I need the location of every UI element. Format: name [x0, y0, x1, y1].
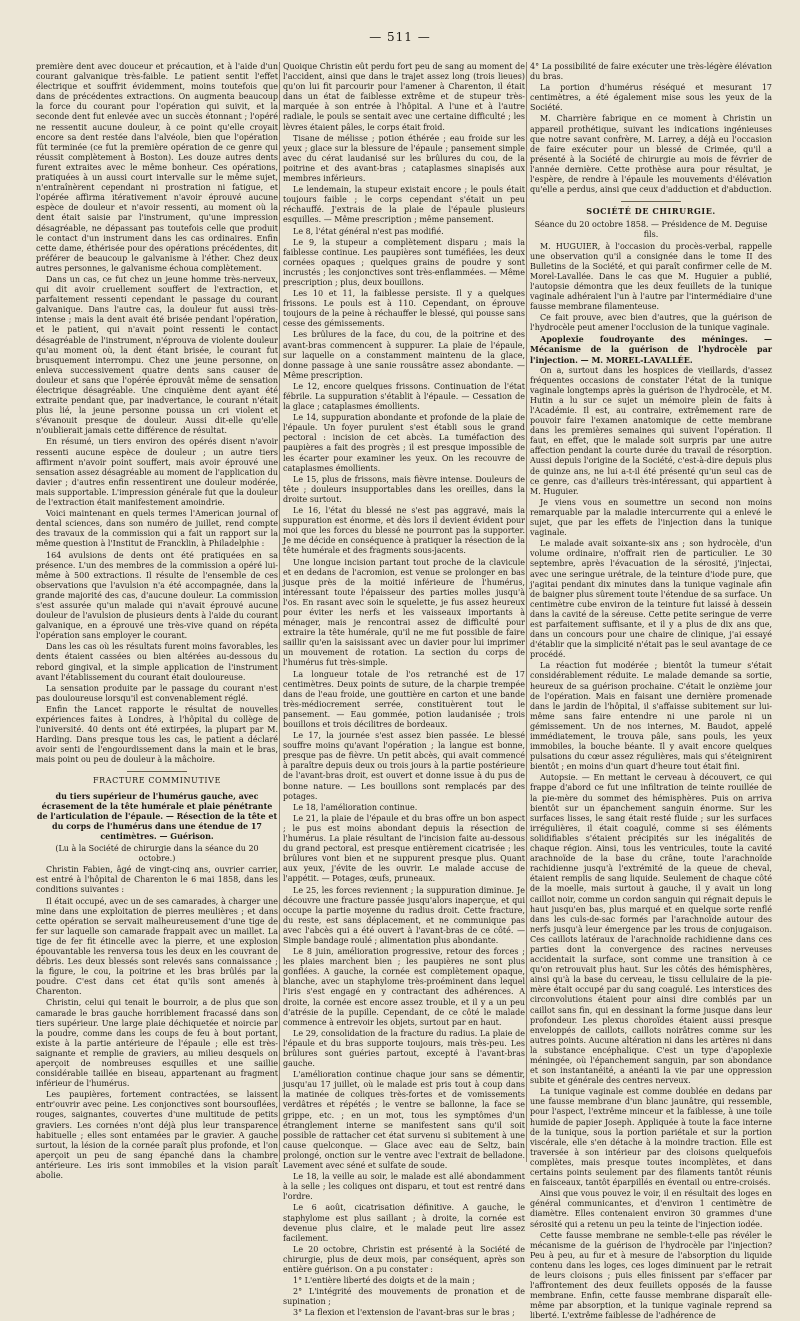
paragraph: M. Charrière fabrique en ce moment à Christin un appareil prothétique, suivant les indications ingénieuses que notre savant confrère, M. Larrey, a déjà eu l'occasion de faire exécuter pour un blessé de Crimée, qu'il a présenté à la Société de chirurgie au mois de février de l'année dernière. Cette prothèse aura pour résultat, je l'espère, de rendre à l'épaule les mouvements d'élévation qu'elle a perdus, ainsi que ceux d'adduction et d'abduction.: [530, 114, 772, 195]
paragraph: Voici maintenant en quels termes l'American journal of dental sciences, dans son numéro de juillet, rend compte des travaux de la commission qui a fait un rapport sur la même question à l'Institut de Francklin, à Philadelphie :: [36, 509, 278, 549]
paragraph: Tisane de mélisse ; potion éthérée ; eau froide sur les yeux ; glace sur la blessure de l'épaule ; pansement simple avec du cérat laudanisé sur les brûlures du cou, de la poitrine et des avant-bras ; cataplasmes sinapisés aux membres inférieurs.: [283, 133, 525, 184]
source-note: (Lu à la Société de chirurgie dans la séance du 20 octobre.): [55, 844, 259, 864]
paragraph: Le 29, consolidation de la fracture du radius. La plaie de l'épaule et du bras supporte toujours, mais très-peu. Les brûlures sont guéries partout, excepté à l'avant-bras gauche.: [283, 1028, 525, 1069]
page-number: — 511 —: [369, 30, 431, 44]
paragraph: Le 20 octobre, Christin est présenté à la Société de chirurgie, plus de deux mois, par conséquent, après son entière guérison. On a pu constater :: [283, 1244, 525, 1274]
paragraph: La réaction fut modérée ; bientôt la tumeur s'était considérablement réduite. Le malade demande sa sortie, heureux de sa guérison prochaine. C'était le onzième jour de l'opération. Mais en faisant une dernière promenade dans le jardin de l'hôpital, il s'affaisse subitement sur lui-même sans faire entendre ni une parole ni un gémissement. Un de nos internes, M. Baudot, appelé immédiatement, le trouva pâle, sans pouls, les yeux immobiles, la bouche béante. Il y avait encore quelques pulsations du cœur assez régulières, mais qui s'éteignirent bientôt ; en moins d'un quart d'heure tout était fini.: [530, 661, 772, 772]
paragraph: Le 21, la plaie de l'épaule et du bras offre un bon aspect ; le pus est moins abondant depuis la résection de l'humérus. La plaie résultant de l'incision faite au-dessous du grand pectoral, est presque entièrement cicatrisée ; les brûlures vont bien et ne suppurent presque plus. Quant aux yeux, j'évite de les ouvrir. Le malade accuse de l'appétit. — Potages, œufs, pruneaux.: [283, 813, 525, 884]
paragraph: Je viens vous en soumettre un second non moins remarquable par la maladie intercurrente qui a enlevé le sujet, que par les effets de l'injection dans la tunique vaginale.: [530, 497, 772, 538]
paragraph: Dans un cas, ce fut chez un jeune homme très-nerveux, qui dit avoir cruellement souffert de l'extraction, et parfaitement ressenti cependant le passage du courant galvanique. Dans l'autre cas, la douleur fut aussi très-intense ; mais la dent avait été brisée pendant l'opération, et le patient, qui n'avait point ressenti le contact désagréable de l'instrument, n'éprouva de violente douleur qu'au moment où, la dent étant brisée, le courant fut brusquement interrompu. Chez une jeune personne, on enleva successivement quatre dents sans causer de douleur et sans que l'opérée éprouvât même de sensation électrique désagréable. Une cinquième dent ayant été extraite pendant que, par inadvertance, le courant n'était plus lié, la jeune personne poussa un cri violent et s'évanouit presque de douleur. Aussi dit-elle qu'elle n'oublierait jamais cette différence de résultat.: [36, 274, 278, 436]
paragraph: Autopsie. — En mettant le cerveau à découvert, ce qui frappe d'abord ce fut une infiltration de teinte rouillée de la pie-mère du sommet des hémisphères. Puis on arriva bientôt sur un épanchement sanguin énorme. Sur les surfaces lisses, le sang était resté fluide ; sur les surfaces irrégulières, il était coagulé, comme si ses éléments solidifiables s'étaient précipités sur les inégalités de chaque région. Ainsi, tous les ventricules, toute la cavité arachnoïde de la base du crâne, toute l'arachnoïde rachidienne jusqu'à l'extrémité de la queue de cheval, étaient remplis de sang liquide. Seulement de chaque côté de la moelle, mais surtout à gauche, il y avait un long caillot noir, comme un cordon sanguin qui régnait depuis le haut jusqu'en bas, plus marqué et en quelque sorte renflé dans les culs-de-sac formés par l'arachnoïde autour des nerfs jusqu'à leur émergence par les trous de conjugaison. Ces caillots latéraux de l'arachnoïde rachidienne dans ces parties dont la convergence des racines nerveuses accidentait la surface, sont comme une transition à ce qu'on retrouvait plus haut. Sur les côtés des hémisphères, ainsi qu'à la base du cerveau, le tissu cellulaire de la pie-mère était occupé par du sang coagulé. Les interstices des circonvolutions étaient pour ainsi dire comblés par un caillot sans fin, qui en dessinant la forme jusque dans leur profondeur. Les plexus choroïdes étaient aussi presque enveloppés de caillots, caillots noirâtres comme sur les autres points. Aucune altération ni dans les artères ni dans la substance encéphalique. C'est un type d'apoplexie méningée, où l'épanchement sanguin, par son abondance et son instantanéité, a anéanti la vie par une oppression subite et générale des centres nerveux.: [530, 773, 772, 1086]
paragraph: Le 25, les forces reviennent ; la suppuration diminue. Je découvre une fracture passée jusqu'alors inaperçue, et qui occupe la partie moyenne du radius droit. Cette fracture, du reste, est sans déplacement, et ne communique pas avec l'abcès qui a été ouvert à l'avant-bras de ce côté. — Simple bandage roulé ; alimentation plus abondante.: [283, 885, 525, 945]
paragraph: Christin, celui qui tenait le bourroir, a de plus que son camarade le bras gauche horriblement fracassé dans son tiers supérieur. Une large plaie déchiquetée et noircie par la poudre, comme dans les coups de feu à bout portant, existe à la partie antérieure de l'épaule ; elle est très-saignante et remplie de graviers, au milieu desquels on aperçoit de nombreuses esquilles et une saillie considérable taillée en biseau, appartenant au fragment inférieur de l'humérus.: [36, 998, 278, 1089]
paragraph: Les 10 et 11, la faiblesse persiste. Il y a quelques frissons. Le pouls est à 110. Cependant, on éprouve toujours de la peine à réchauffer le blessé, qui pousse sans cesse des gémissements.: [283, 289, 525, 329]
paragraph: Le 9, la stupeur a complètement disparu ; mais la faiblesse continue. Les paupières sont tuméfiées, les deux cornées opaques ; quelques grains de poudre y sont incrustés ; les conjonctives sont très-enflammées. — Même prescription ; plus, deux bouillons.: [283, 237, 525, 287]
paragraph: L'amélioration continue chaque jour sans se démentir, jusqu'au 17 juillet, où le malade est pris tout à coup dans la matinée de coliques très-fortes et de vomissements verdâtres et répétés ; le ventre se ballonne, la face se grippe, etc. ; en un mot, tous les symptômes d'un étranglement interne se manifestent sans qu'il soit possible de rattacher cet état survenu si subitement à une cause quelconque. — Glace avec eau de Seltz, bain prolongé, onction sur le ventre avec l'extrait de belladone. Lavement avec séné et sulfate de soude.: [283, 1070, 525, 1171]
column-2: [283, 62, 525, 1318]
paragraph: Les paupières, fortement contractées, se laissent entr'ouvrir avec peine. Les conjonctives sont boursouflées, rouges, saignantes, couvertes d'une multitude de petits graviers. Les cornées n'ont déjà plus leur transparence habituelle ; elles sont entamées par le gravier. A gauche surtout, la lésion de la cornée paraît plus profonde, et l'on aperçoit un peu de sang épanché dans la chambre antérieure. Les iris sont immobiles et la vision paraît abolie.: [36, 1090, 278, 1181]
section-heading: FRACTURE COMMINUTIVE: [36, 771, 278, 786]
paragraph: Cette fausse membrane ne semble-t-elle pas révéler le mécanisme de la guérison de l'hydrocèle par l'injection? Peu à peu, au fur et à mesure de l'absorption du liquide contenu dans les loges, ces loges diminuent par le retrait de leurs cloisons ; puis elles finissent par s'effacer par l'affrontement des deux feuillets opposés de la fausse membrane. Enfin, cette fausse membrane disparaît elle-même par absorption, et la tunique vaginale reprend sa liberté. L'extrême faiblesse de l'adhérence de: [530, 1230, 772, 1321]
list-item: 3° La flexion et l'extension de l'avant-bras sur le bras ;: [293, 1308, 515, 1318]
paragraph: Il était occupé, avec un de ses camarades, à charger une mine dans une exploitation de pierres meulières ; et dans cette opération se servait malheureusement d'une tige de fer sur laquelle son camarade frappait avec un maillet. La tige de fer fit étincelle avec la pierre, et une explosion épouvantable les renversa tous les deux en les couvrant de débris. Les deux blessés sont relevés sans connaissance ; la figure, le cou, la poitrine et les bras brûlés par la poudre. C'est dans cet état qu'ils sont amenés à Charenton.: [36, 896, 278, 997]
section-subheading: du tiers supérieur de l'humérus gauche, avec écrasement de la tête humérale et plaie pénétrante de l'articulation de l'épaule. — Résection de la tête et du corps de l'humérus dans une étendue de 17 centimètres. — Guérison.: [36, 790, 278, 841]
paragraph: Le 8, l'état général n'est pas modifié.: [293, 226, 444, 236]
paragraph: La portion d'humérus réséqué et mesurant 17 centimètres, a été également mise sous les yeux de la Société.: [530, 83, 772, 113]
paragraph: Quoique Christin eût perdu fort peu de sang au moment de l'accident, ainsi que dans le trajet assez long (trois lieues) qu'on lui fit parcourir pour l'amener à Charenton, il était dans un état de faiblesse extrême et de stupeur très-marquée à son entrée à l'hôpital. A l'une et à l'autre radiale, le pouls se sentait avec une certaine difficulté ; les lèvres étaient pâles, le corps était froid.: [283, 62, 525, 132]
paragraph: Christin Fabien, âgé de vingt-cinq ans, ouvrier carrier, est entré à l'hôpital de Charenton le 6 mai 1858, dans les conditions suivantes :: [36, 865, 278, 895]
paragraph: Ce fait prouve, avec bien d'autres, que la guérison de l'hydrocèle peut amener l'occlusion de la tunique vaginale.: [530, 313, 772, 333]
paragraph: Le 18, la veille au soir, le malade est allé abondamment à la selle ; les coliques ont disparu, et tout est rentré dans l'ordre.: [283, 1172, 525, 1202]
paragraph: En résumé, un tiers environ des opérés disent n'avoir ressenti aucune espèce de douleur ; un autre tiers affirment n'avoir point souffert, mais avoir éprouvé une sensation assez désagréable au moment de l'application du davier ; d'autres enfin ressentirent une douleur modérée, mais supportable. L'impression générale fut que la douleur de l'extraction était manifestement amoindrie.: [36, 437, 278, 508]
paragraph: Les brûlures de la face, du cou, de la poitrine et des avant-bras commencent à suppurer. La plaie de l'épaule, sur laquelle on a constamment maintenu de la glace, donne passage à une sanie roussâtre assez abondante. — Même prescription.: [283, 330, 525, 380]
section-heading: SOCIÉTÉ DE CHIRURGIE.: [530, 201, 772, 216]
list-item: 2° L'intégrité des mouvements de pronation et de supination ;: [283, 1287, 525, 1307]
paragraph: M. HUGUIER, à l'occasion du procès-verbal, rappelle une observation qu'il a consignée dans le tome II des Bulletins de la Société, et qui paraît confirmer celle de M. Morel-Lavallée. Dans le cas que M. Huguier a publié, l'autopsie démontra que les deux feuillets de la tunique vaginale adhéraient l'un à l'autre par l'intermédiaire d'une fausse membrane filamenteuse.: [530, 241, 772, 312]
column-1: [36, 62, 278, 1181]
list-item: 1° L'entière liberté des doigts et de la main ;: [293, 1276, 475, 1286]
list-item: 4° La possibilité de faire exécuter une très-légère élévation du bras.: [530, 62, 772, 82]
paragraph: Enfin the Lancet rapporte le résultat de nouvelles expériences faites à Londres, à l'hôpital du collège de l'université. 40 dents ont été extirpées, la plupart par M. Harding. Dans presque tous les cas, le patient a déclaré avoir senti de l'engourdissement dans la main et le bras, mais point ou peu de douleur à la mâchoire.: [36, 704, 278, 765]
paragraph: première dent avec douceur et précaution, et à l'aide d'un courant galvanique très-faible. Le patient sentit l'effet électrique et souffrit évidemment, moins toutefois que dans de précédentes extractions. On augmenta beaucoup la force du courant pour l'opération qui suivit, et la seconde dent fut enlevée avec un succès étonnant ; l'opéré ne ressentit aucune douleur, à ce point qu'elle croyait encore sa dent restée dans l'alvéole, bien que l'opération fût terminée (ce fut la première opération de ce genre qui réussit complètement à Boston). Les douze autres dents furent extraites avec le même bonheur. Ces opérations, pratiquées à un aussi court intervalle sur le même sujet, n'entraînèrent cependant ni prostration ni fatigue, et l'opérée affirma itérativement n'avoir éprouvé aucune espèce de douleur et n'avoir ressenti, au moment où la dent était saisie par l'instrument, qu'une impression désagréable, ne dépassant pas toutefois celle que produit le contact d'un instrument dans les cas ordinaires. Enfin cette dame, éthérisée pour des opérations précédentes, dit préférer de beaucoup le galvanisme à l'éther. Chez deux autres personnes, le galvanisme échoua complètement.: [36, 62, 278, 273]
column-3: [530, 62, 772, 1321]
paragraph: Le 8 juin, amélioration progressive, retour des forces ; les plaies marchent bien ; les paupières ne sont plus gonflées. A gauche, la cornée est complètement opaque, blanche, avec un staphylome très-proéminent dans lequel l'iris s'est engagé en y contractant des adhérences. A droite, la cornée est encore assez trouble, et il y a un peu d'atrésie de la pupille. Cependant, de ce côté le malade commence à entrevoir les objets, surtout par en haut.: [283, 947, 525, 1027]
paragraph: 164 avulsions de dents ont été pratiquées en sa présence. L'un des membres de la commission a opéré lui-même à 500 extractions. Il résulte de l'ensemble de ces observations que l'avulsion n'a été accompagnée, dans la grande majorité des cas, d'aucune douleur. La commission s'est assurée qu'un malade qui n'avait éprouvé aucune douleur de l'avulsion de plusieurs dents à l'aide du courant galvanique, en a éprouvé une très-vive quand on répéta l'opération sans employer le courant.: [36, 550, 278, 641]
column-divider: [526, 62, 527, 1162]
paragraph: On a, surtout dans les hospices de vieillards, d'assez fréquentes occasions de constater l'état de la tunique vaginale longtemps après la guérison de l'hydrocèle, et M. Hutin a lu sur ce sujet un mémoire plein de faits à l'Académie. Il est, au contraire, extrêmement rare de pouvoir faire l'examen anatomique de cette membrane dans les premières semaines qui suivent l'opération. Il faut, en effet, que le malade soit surpris par une autre affection pendant la courte durée du travail de résorption. Aussi depuis l'origine de la Société, c'est-à-dire depuis plus de quinze ans, ne lui a-t-il été présenté qu'un seul cas de ce genre, cas d'ailleurs très-intéressant, qui appartient à M. Huguier.: [530, 365, 772, 496]
column-divider: [279, 62, 280, 1162]
paragraph: Le malade avait soixante-six ans ; son hydrocèle, d'un volume ordinaire, n'offrait rien de particulier. Le 30 septembre, après l'évacuation de la sérosité, j'injectai, avec une seringue urétrale, de la teinture d'iode pure, que j'agitai pendant dix minutes dans la tunique vaginale afin de baigner plus sûrement toute l'étendue de sa surface. Un centimètre cube environ de la teinture fut laissé à dessein dans la cavité de la séreuse. Cette petite seringue de verre est parfaitement suffisante, et il y a plus de dix ans que, dans un concours pour une chaire de clinique, j'ai essayé d'établir que la simplicité n'était pas le seul avantage de ce procédé.: [530, 539, 772, 660]
paragraph: La sensation produite par le passage du courant n'est pas douloureuse lorsqu'il est convenablement réglé.: [36, 683, 278, 703]
paragraph: La longueur totale de l'os retranché est de 17 centimètres. Deux points de suture, de la charpie trempée dans de l'eau froide, une gouttière en carton et une bande très-médiocrement serrée, constituèrent tout le pansement. — Eau gommée, potion laudanisée ; trois bouillons et trois décilitres de bordeaux.: [283, 669, 525, 729]
paragraph: Le 16, l'état du blessé ne s'est pas aggravé, mais la suppuration est énorme, et dès lors il devient évident pour moi que les forces du blessé ne pourront pas la supporter. Je me décide en conséquence à pratiquer la résection de la tête humérale et des fragments sous-jacents.: [283, 506, 525, 556]
paragraph: Une longue incision partant tout proche de la clavicule et en dedans de l'acromion, est venue se prolonger en bas jusque près de la moitié inférieure de l'humérus, intéressant toute l'épaisseur des parties molles jusqu'à l'os. En rasant avec soin le squelette, je fus assez heureux pour éviter les nerfs et les vaisseaux importants à ménager, mais je rencontrai assez de difficulté pour extraire la tête humérale, qu'il ne me fut possible de faire saillir qu'en la saisissant avec un davier pour lui imprimer un mouvement de rotation. La section du corps de l'humérus fut très-simple.: [283, 557, 525, 668]
paragraph: La tunique vaginale est comme doublée en dedans par une fausse membrane d'un blanc jaunâtre, qui ressemble, pour l'aspect, l'extrême minceur et la faiblesse, à une toile humide de papier Joseph. Appliquée à toute la face interne de la tunique, sous la portion pariétale et sur la portion viscérale, elle s'en détache à la moindre traction. Elle est traversée à son intérieur par des cloisons quelquefois complètes, mais presque toutes incomplètes, et dans certains points seulement par des filaments tantôt réunis en faisceaux, tantôt éparpillés en éventail ou entre-croisés.: [530, 1087, 772, 1188]
paragraph: Le 6 août, cicatrisation définitive. A gauche, le staphylome est plus saillant ; à droite, la cornée est devenue plus claire, et le malade peut lire assez facilement.: [283, 1203, 525, 1243]
paragraph: Le 17, la journée s'est assez bien passée. Le blessé souffre moins qu'avant l'opération ; la langue est bonne, presque pas de fièvre. Un petit abcès, qui avait commencé à paraître depuis deux ou trois jours à la partie postérieure de l'avant-bras droit, est ouvert et donne issue à du pus de bonne nature. — Les bouillons sont remplacés par des potages.: [283, 731, 525, 801]
paragraph: Le 15, plus de frissons, mais fièvre intense. Douleurs de tête ; douleurs insupportables dans les oreilles, dans la droite surtout.: [283, 474, 525, 504]
paragraph: Ainsi que vous pouvez le voir, il en résultait des loges en général communicantes, et d'environ 1 centimètre de diamètre. Elles contenaient environ 30 grammes d'une sérosité qui a retenu un peu la teinte de l'injection iodée.: [530, 1189, 772, 1229]
subsection-title: Apoplexie foudroyante des méninges. — Mécanisme de la guérison de l'hydrocèle par l'injection. — M. MOREL-LAVALLÉE.: [530, 334, 772, 365]
paragraph: Le 12, encore quelques frissons. Continuation de l'état fébrile. La suppuration s'établit à l'épaule. — Cessation de la glace ; cataplasmes émollients.: [283, 381, 525, 412]
paragraph: Le lendemain, la stupeur existait encore ; le pouls était toujours faible ; le corps cependant s'était un peu réchauffé. J'extrais de la plaie de l'épaule plusieurs esquilles. — Même prescription ; même pansement.: [283, 185, 525, 225]
paragraph: Le 18, l'amélioration continue.: [293, 802, 418, 812]
paragraph: Dans les cas où les résultats furent moins favorables, les dents étaient cassées ou bien altérées au-dessous du rebord gingival, et la simple application de l'instrument avant l'établissement du courant était douloureuse.: [36, 642, 278, 682]
paragraph: Le 14, suppuration abondante et profonde de la plaie de l'épaule. Un foyer purulent s'est établi sous le grand pectoral : incision de cet abcès. La tuméfaction des paupières a fait des progrès ; il est presque impossible de les écarter pour examiner les yeux. On les recouvre de cataplasmes émollients.: [283, 413, 525, 473]
session-line: Séance du 20 octobre 1858. — Présidence de M. Deguise fils.: [534, 220, 768, 240]
